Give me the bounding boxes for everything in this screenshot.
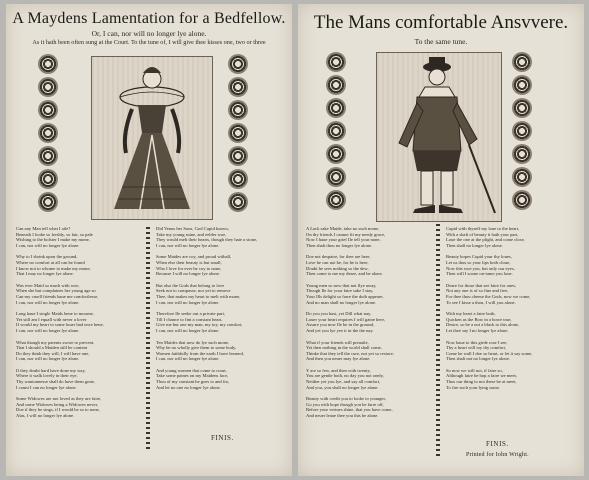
stanza-group-right-2 [446,226,578,390]
verse-line: Beauty hopes Cupid your thy loues, [446,254,512,260]
finis-left: FINIS. [211,434,234,442]
verse-line: Alas, I will no longer lye alone. [16,413,75,419]
verse-line: Doe if they be sings, if I would be so to none, [16,407,100,413]
rosette-ornament-icon [512,98,532,118]
tune-note-left: As it hath been often sung at the Court. To the tune of, I will give thee kisses one, two or three [32,39,266,46]
verse-line: Loue the one at the plight, and come close, [446,237,525,243]
verse-line: Deare for those that see faire for ones, [446,282,517,288]
verse-line: Doubt he sees nothing so the dew, [306,265,369,271]
verse-line: I can, nor will no longer lye alone. [156,299,220,305]
verse-line: Therefore Ile seeke out a private part, [156,311,225,317]
printer-imprint: Printed for Iohn Wright. [466,452,529,458]
verse-line: That I should a Maiden still be content [16,345,88,351]
verse-line: Yet then nothing in the world shall come, [306,345,382,351]
verse-line: I can, nor will no longer lye alone. [156,242,220,248]
verse-line: Now haue to this girde rose I see, [446,339,508,345]
verse-line: Y are so few, and then with twenty, [306,367,371,373]
ballad-sheet-left [6,4,292,476]
rosette-ornament-icon [38,100,58,120]
verse-line: To see I kisse a thou, I will you alone. [446,299,516,305]
stanza-group-right-1 [306,226,432,419]
verse-line: If would my heart to some louer had once bene, [16,322,104,328]
stanza [446,368,578,390]
verse-line: Thee, that makes my heart to melt with mone, [156,293,241,299]
verse-line: Can any Man tell what I aile? [16,226,71,231]
verse-line: And yet you lye yee it in the the nay. [306,327,374,333]
verse-line: What if your friends will preuaile, [306,339,369,345]
verse-line: Take some paines on my Maidens face, [156,373,229,379]
stanza [446,311,578,333]
verse-line: With a shaft of beauty it hath your part, [446,231,519,237]
ballad-title-right: The Mans comfortable Ansvvere. [313,12,569,33]
verse-line: Yet still am I equall with never a lover [16,316,87,322]
rosette-ornament-icon [326,167,346,187]
ornament-border-right-a [326,52,348,210]
verse-line: I can, nor will no longer lye alone. [156,356,220,362]
stanza [16,254,141,276]
rosette-ornament-icon [228,123,248,143]
verse-line: Thus our thing to not these be at meet, [446,379,517,385]
verse-line: Seek not to compasse, nor yet to remove [156,288,231,294]
verse-line: I can, nor will no longer lye alone. [16,356,80,362]
stanza [446,226,578,248]
verse-line: And neuer leaue thee you this be alone. [306,413,379,419]
verse-line: And young women that come to court, [156,367,227,373]
stanza [156,340,284,362]
rosette-ornament-icon [326,52,346,72]
verse-line: And then you neuer may lye alone. [306,356,371,362]
stanza [306,311,432,333]
rosette-ornament-icon [326,121,346,141]
verse-line: Louer your heart requires I will gaine here, [306,316,386,322]
verse-line: Where no comfort at all can be found [16,259,85,265]
verse-line: They would melt their hearts, though they hate a stone, [156,237,258,243]
rosette-ornament-icon [512,167,532,187]
verse-line: Doe not despaire, for thee are here, [306,254,371,260]
ballad-subtitle-left: Or, I can, nor will no longer lye alone. [91,29,207,38]
rosette-ornament-icon [512,190,532,210]
stanza [16,340,141,362]
verse-line: I count I can no longer lye alone. [16,384,77,390]
verse-line: Beneath I looke so freshly, so fair, so pale [16,231,93,237]
verse-line: Neither yet you lye, and say all comfort, [306,379,381,385]
stanza-group-left-1 [16,226,141,419]
verse-line: Can my cruell friends haue me comfortlesse, [16,293,99,299]
column-ornament-rule-right [436,224,440,456]
stanza [156,283,284,305]
verse-line: Give me but one my man, my ioy, my comfort, [156,322,243,328]
stanza [16,283,141,305]
stanza [306,368,432,390]
verse-line: Why be no wholly give them to some body, [156,345,237,351]
verse-line: Young men so now that not flye away, [306,282,377,288]
verse-line: For thee thou cheese the Gods, now we come, [446,293,531,299]
verse-line: Where it walk lovely in their eye, [16,373,78,379]
stanza [156,368,284,390]
rosette-ornament-icon [38,54,58,74]
verse-line: And you, you shall no longer lye alone. [306,384,379,390]
woodcut-maiden [91,56,213,220]
stanza [306,254,432,276]
stanza [306,340,432,362]
rosette-ornament-icon [38,169,58,189]
verse-line: Then shall no longer lye alone. [446,242,503,248]
rosette-ornament-icon [38,146,58,166]
rosette-ornament-icon [228,77,248,97]
tune-note-right: To the same tune. [414,37,468,46]
ornament-border-left-b [228,54,250,212]
verse-line: What though my parents swore to prevent, [16,339,95,345]
verse-line: Beauty with credit you to looke to younger, [306,396,386,402]
verse-line: Take my young ruine, and eelder woe, [156,231,227,237]
rosette-ornament-icon [326,190,346,210]
stanza [16,396,141,418]
rosette-ornament-icon [512,75,532,95]
verse-line: Then shalt thou no longer lye alone. [306,242,373,248]
verse-line: I can, nor will no longer lye alone. [156,327,220,333]
rosette-ornament-icon [228,192,248,212]
rosette-ornament-icon [326,98,346,118]
verse-line: Quicken as the Bow in a bowe true, [446,316,512,322]
verse-line: I can, nor will no longer lye alone. [16,299,80,305]
verse-line: Till I chance to fint a constant heart, [156,316,223,322]
verse-line: Because I will no longer lye alone. [156,271,220,277]
verse-line: Why to I shrink upon the ground, [16,254,78,260]
ornament-border-right-b [512,52,534,210]
stanza [16,226,141,248]
verse-line: With my heart a faire both, [446,311,496,317]
verse-line: Do they think they will, I will have one, [16,350,90,356]
verse-line: Thou of my constant he goes to and fro, [156,379,230,385]
verse-line: Cupid with thyself my loue to the heart, [446,226,520,231]
verse-line: Assure you now Ile be in the ground, [306,322,375,328]
stanza [306,396,432,418]
verse-line: I can, nor will no longer lye alone. [16,327,80,333]
finis-right: FINIS. [486,440,509,448]
stanza [446,283,578,305]
verse-line: I can, nor will no longer lye alone. [16,242,80,248]
verse-line: Not any one is of so fine and free, [446,288,509,294]
verse-line: Before your vertues shine, that you have come, [306,407,393,413]
rosette-ornament-icon [228,169,248,189]
verse-line: Now I haue your grief Ile tell your none, [306,237,381,243]
stanza [156,311,284,333]
verse-line: Was ever Maid so much with woe, [16,282,80,288]
verse-line: Now this woe you, but only our eyes, [446,265,515,271]
verse-line: Who I love for ever be coy to none, [156,265,222,271]
verse-line: A Lack sake Maide, take no such mone, [306,226,380,231]
rosette-ornament-icon [512,52,532,72]
stanza [446,340,578,362]
verse-line: If they doubt hard have done my way, [16,367,86,373]
rosette-ornament-icon [38,123,58,143]
verse-line: But also the Gods that belong to love [156,282,225,288]
stanza [156,226,284,248]
stanza [306,283,432,305]
verse-line: Thy a heart will ioy thy comfort, [446,345,507,351]
woodcut-man [376,52,502,222]
verse-line: Your Ills delight so farre the doth appeare, [306,293,384,299]
rosette-ornament-icon [228,54,248,74]
ornament-border-left-a [38,54,60,212]
verse-line: I know not to whome to make my mone, [16,265,91,271]
verse-line: Do you you hast, yet Dill what nay, [306,311,372,317]
verse-line: So now we will not, if faire so, [446,367,503,373]
verse-line: And some Widowes being a Widowes never, [16,401,99,407]
verse-line: When she but complaines her young age so [16,288,96,294]
verse-line: Long haue I single Maids bene to mourne, [16,311,94,317]
verse-line: Then shalt not no longer lye alone. [446,356,510,362]
rosette-ornament-icon [228,146,248,166]
stanza [446,254,578,276]
verse-line: Then will I soone on-tame you loue. [446,271,513,277]
verse-line: When else their beauty is but small, [156,259,222,265]
verse-line: And no man shall no longer lye alone. [306,299,377,305]
verse-line: Love he can not be, for he is here, [306,259,369,265]
rosette-ornament-icon [512,121,532,141]
rosette-ornament-icon [326,75,346,95]
verse-line: Some Maides are coy, and proud withall, [156,254,232,260]
verse-line: Let thee say I no longer lye alone. [446,327,509,333]
verse-line: Did Venus her Sons, God Cupid knows, [156,226,230,231]
rosette-ornament-icon [326,144,346,164]
verse-line: Thy wantonnesse shall do have them gone, [16,379,95,385]
rosette-ornament-icon [512,144,532,164]
verse-line: Wishing to the bolster I make my mone, [16,237,90,243]
rosette-ornament-icon [38,77,58,97]
verse-line: Though Ile for your faire sake I stay, [306,288,374,294]
verse-line: Some Widowes are not loved as they are faire, [16,396,102,402]
verse-line: That I may no longer lye alone. [16,271,74,277]
verse-line: On thy friends I cannot fit my needy grace, [306,231,386,237]
verse-line: Desire, so be a not a black to this alone, [446,322,520,328]
stanza-group-left-2 [156,226,284,390]
verse-line: Ten Maides that now do lye such mone, [156,339,230,345]
stanza [156,254,284,276]
verse-line: You are gentle both, no day you not onely, [306,373,384,379]
stanza [306,226,432,248]
verse-line: Go you with hope though you be farre off, [306,401,384,407]
ballad-title-left: A Maydens Lamentation for a Bedfellow. [12,10,286,27]
ballad-sheet-right [298,4,584,476]
verse-line: Come be wall I doe so heart, or let it say some, [446,350,533,356]
verse-line: And let no one no longer lye alone. [156,384,221,390]
stanza [16,311,141,333]
verse-line: Then come to me my deare, and be alone. [306,271,383,277]
verse-line: Let us thus so your lips both cloue, [446,259,511,265]
verse-line: Women faithfully from the earth I have learned, [156,350,244,356]
stanza [16,368,141,390]
verse-line: To fire such your lying some. [446,384,501,390]
rosette-ornament-icon [228,100,248,120]
verse-line: Thinke that they tell the cure, not yet so restore, [306,350,394,356]
column-ornament-rule-left [146,224,150,449]
verse-line: Although faire be hop a faire we meet, [446,373,517,379]
rosette-ornament-icon [38,192,58,212]
